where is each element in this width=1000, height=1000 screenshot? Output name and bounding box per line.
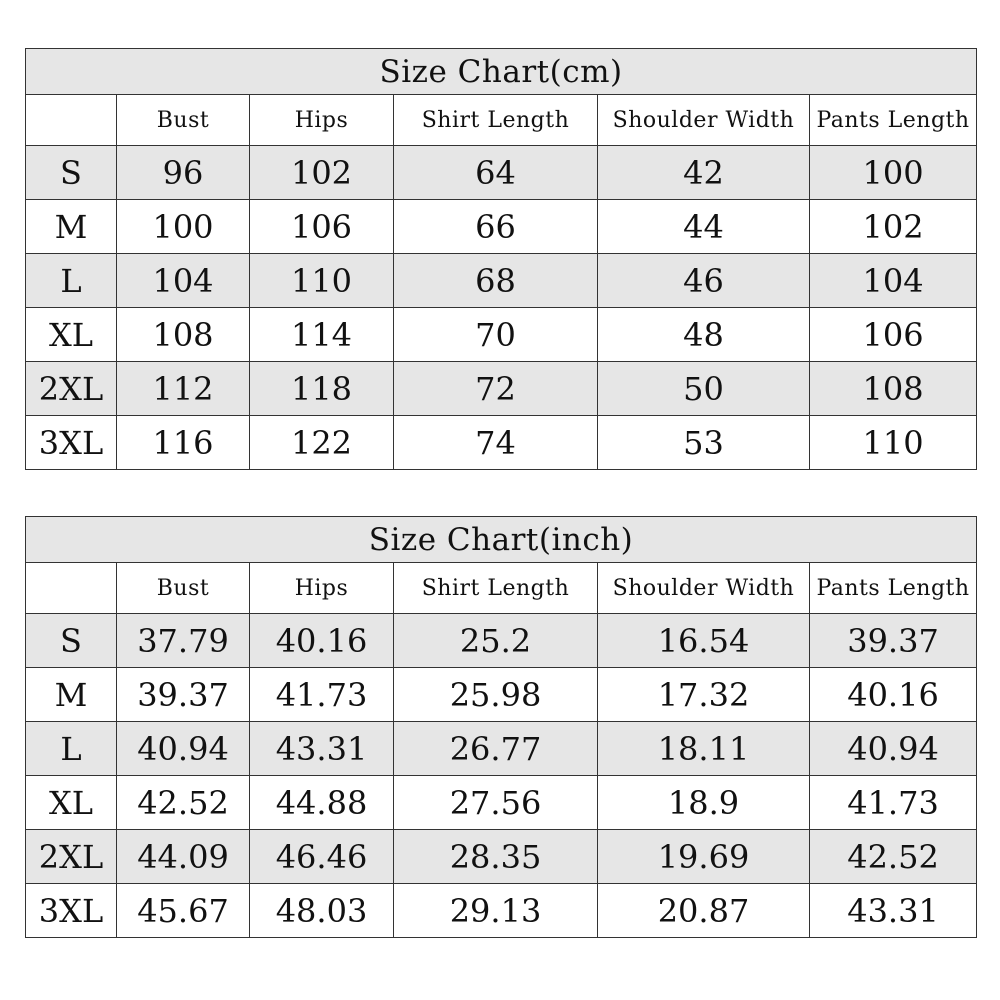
table-row	[26, 614, 977, 668]
shoulder-width-value: 19.69	[598, 830, 810, 884]
table-row	[26, 776, 977, 830]
size-label: XL	[26, 776, 117, 830]
header-pants-length: Pants Length	[810, 95, 977, 146]
table-row	[26, 200, 977, 254]
header-shirt-length: Shirt Length	[394, 563, 598, 614]
table-row	[26, 308, 977, 362]
pants-length-value: 39.37	[810, 614, 977, 668]
bust-value: 96	[117, 146, 250, 200]
bust-value: 116	[117, 416, 250, 470]
bust-value: 37.79	[117, 614, 250, 668]
table-row	[26, 668, 977, 722]
header-size-cell	[26, 563, 117, 614]
bust-value: 108	[117, 308, 250, 362]
hips-value: 44.88	[250, 776, 394, 830]
shoulder-width-value: 53	[598, 416, 810, 470]
pants-length-value: 100	[810, 146, 977, 200]
hips-value: 118	[250, 362, 394, 416]
shirt-length-value: 28.35	[394, 830, 598, 884]
shoulder-width-value: 18.11	[598, 722, 810, 776]
shirt-length-value: 70	[394, 308, 598, 362]
shirt-length-value: 66	[394, 200, 598, 254]
pants-length-value: 42.52	[810, 830, 977, 884]
size-label: S	[26, 614, 117, 668]
bust-value: 44.09	[117, 830, 250, 884]
size-chart-inch-table	[25, 516, 977, 938]
pants-length-value: 108	[810, 362, 977, 416]
bust-value: 45.67	[117, 884, 250, 938]
hips-value: 102	[250, 146, 394, 200]
size-label: L	[26, 722, 117, 776]
header-shoulder-width: Shoulder Width	[598, 95, 810, 146]
hips-value: 48.03	[250, 884, 394, 938]
size-label: S	[26, 146, 117, 200]
hips-value: 46.46	[250, 830, 394, 884]
pants-length-value: 110	[810, 416, 977, 470]
size-chart-cm-title-row	[26, 49, 977, 95]
header-bust: Bust	[117, 563, 250, 614]
table-row	[26, 362, 977, 416]
size-label: L	[26, 254, 117, 308]
shoulder-width-value: 50	[598, 362, 810, 416]
size-label: 2XL	[26, 830, 117, 884]
header-hips: Hips	[250, 95, 394, 146]
shoulder-width-value: 48	[598, 308, 810, 362]
hips-value: 114	[250, 308, 394, 362]
hips-value: 43.31	[250, 722, 394, 776]
hips-value: 122	[250, 416, 394, 470]
shirt-length-value: 64	[394, 146, 598, 200]
size-label: 2XL	[26, 362, 117, 416]
table-row	[26, 146, 977, 200]
size-label: 3XL	[26, 884, 117, 938]
size-chart-inch-title-row	[26, 517, 977, 563]
hips-value: 41.73	[250, 668, 394, 722]
shoulder-width-value: 44	[598, 200, 810, 254]
shoulder-width-value: 16.54	[598, 614, 810, 668]
table-row	[26, 722, 977, 776]
header-hips: Hips	[250, 563, 394, 614]
header-shirt-length: Shirt Length	[394, 95, 598, 146]
bust-value: 42.52	[117, 776, 250, 830]
header-bust: Bust	[117, 95, 250, 146]
size-label: 3XL	[26, 416, 117, 470]
shoulder-width-value: 46	[598, 254, 810, 308]
bust-value: 112	[117, 362, 250, 416]
bust-value: 104	[117, 254, 250, 308]
pants-length-value: 41.73	[810, 776, 977, 830]
shirt-length-value: 72	[394, 362, 598, 416]
header-size-cell	[26, 95, 117, 146]
hips-value: 106	[250, 200, 394, 254]
shirt-length-value: 25.2	[394, 614, 598, 668]
hips-value: 110	[250, 254, 394, 308]
pants-length-value: 102	[810, 200, 977, 254]
shoulder-width-value: 20.87	[598, 884, 810, 938]
shirt-length-value: 25.98	[394, 668, 598, 722]
size-chart-inch-header-row	[26, 563, 977, 614]
table-row	[26, 884, 977, 938]
shirt-length-value: 27.56	[394, 776, 598, 830]
pants-length-value: 104	[810, 254, 977, 308]
size-label: M	[26, 668, 117, 722]
size-chart-cm-header-row	[26, 95, 977, 146]
pants-length-value: 106	[810, 308, 977, 362]
size-chart-cm-table	[25, 48, 977, 470]
shoulder-width-value: 17.32	[598, 668, 810, 722]
header-shoulder-width: Shoulder Width	[598, 563, 810, 614]
bust-value: 100	[117, 200, 250, 254]
pants-length-value: 40.94	[810, 722, 977, 776]
table-row	[26, 254, 977, 308]
pants-length-value: 43.31	[810, 884, 977, 938]
bust-value: 40.94	[117, 722, 250, 776]
shoulder-width-value: 18.9	[598, 776, 810, 830]
shirt-length-value: 68	[394, 254, 598, 308]
size-label: M	[26, 200, 117, 254]
hips-value: 40.16	[250, 614, 394, 668]
size-chart-cm-title: Size Chart(cm)	[26, 49, 977, 95]
size-chart-inch-title: Size Chart(inch)	[26, 517, 977, 563]
shoulder-width-value: 42	[598, 146, 810, 200]
table-row	[26, 416, 977, 470]
size-label: XL	[26, 308, 117, 362]
bust-value: 39.37	[117, 668, 250, 722]
shirt-length-value: 29.13	[394, 884, 598, 938]
shirt-length-value: 26.77	[394, 722, 598, 776]
table-row	[26, 830, 977, 884]
header-pants-length: Pants Length	[810, 563, 977, 614]
shirt-length-value: 74	[394, 416, 598, 470]
pants-length-value: 40.16	[810, 668, 977, 722]
